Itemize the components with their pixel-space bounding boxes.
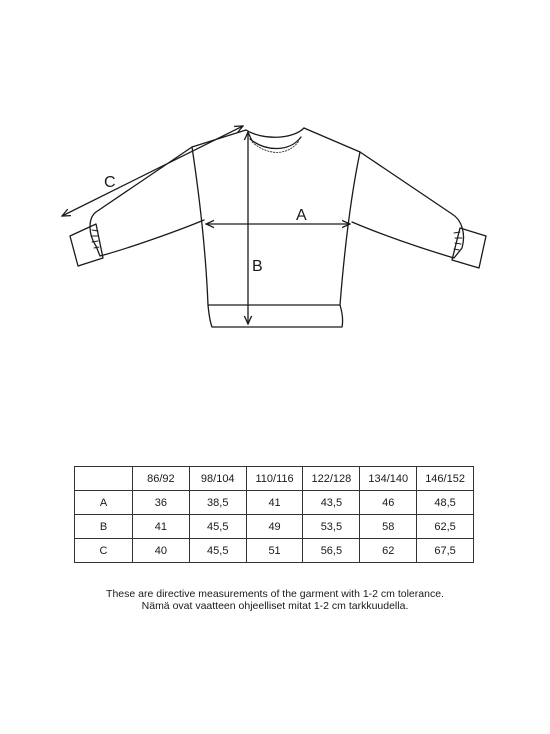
left-sleeve xyxy=(90,147,204,256)
body-outline xyxy=(192,128,360,305)
table-cell: 45,5 xyxy=(189,539,246,563)
table-cell: 40 xyxy=(133,539,190,563)
measure-b-label: B xyxy=(252,258,263,275)
table-row xyxy=(75,491,474,515)
tolerance-notes xyxy=(0,588,550,612)
neck-rib-stitch xyxy=(252,141,299,152)
table-cell: 43,5 xyxy=(303,491,360,515)
table-cell: 51 xyxy=(246,539,303,563)
size-header: 134/140 xyxy=(360,467,417,491)
table-corner-cell xyxy=(75,467,133,491)
row-label: C xyxy=(75,539,133,563)
sweatshirt-diagram xyxy=(0,0,550,360)
size-header: 86/92 xyxy=(133,467,190,491)
measure-c-line xyxy=(62,126,243,216)
size-header: 110/116 xyxy=(246,467,303,491)
table-cell: 45,5 xyxy=(189,515,246,539)
table-cell: 58 xyxy=(360,515,417,539)
table-cell: 62,5 xyxy=(417,515,474,539)
table-cell: 67,5 xyxy=(417,539,474,563)
table-cell: 53,5 xyxy=(303,515,360,539)
note-english: These are directive measurements of the garment with 1-2 cm tolerance. xyxy=(106,588,444,600)
table-cell: 36 xyxy=(133,491,190,515)
table-cell: 38,5 xyxy=(189,491,246,515)
table-cell: 41 xyxy=(133,515,190,539)
left-cuff xyxy=(70,224,103,266)
table-row xyxy=(75,539,474,563)
measure-c-label: C xyxy=(104,174,116,191)
neckband xyxy=(246,128,304,137)
size-header: 146/152 xyxy=(417,467,474,491)
measure-a-label: A xyxy=(296,207,307,224)
table-cell: 56,5 xyxy=(303,539,360,563)
right-cuff xyxy=(452,228,486,268)
table-cell: 41 xyxy=(246,491,303,515)
size-header: 98/104 xyxy=(189,467,246,491)
note-finnish: Nämä ovat vaatteen ohjeelliset mitat 1-2 cm tarkkuudella. xyxy=(141,600,409,612)
table-header-row xyxy=(75,467,474,491)
table-cell: 62 xyxy=(360,539,417,563)
size-header: 122/128 xyxy=(303,467,360,491)
row-label: B xyxy=(75,515,133,539)
table-cell: 48,5 xyxy=(417,491,474,515)
hem-band xyxy=(208,305,343,327)
table-cell: 46 xyxy=(360,491,417,515)
row-label: A xyxy=(75,491,133,515)
size-table xyxy=(74,466,474,563)
right-sleeve xyxy=(352,152,464,258)
table-cell: 49 xyxy=(246,515,303,539)
table-row xyxy=(75,515,474,539)
